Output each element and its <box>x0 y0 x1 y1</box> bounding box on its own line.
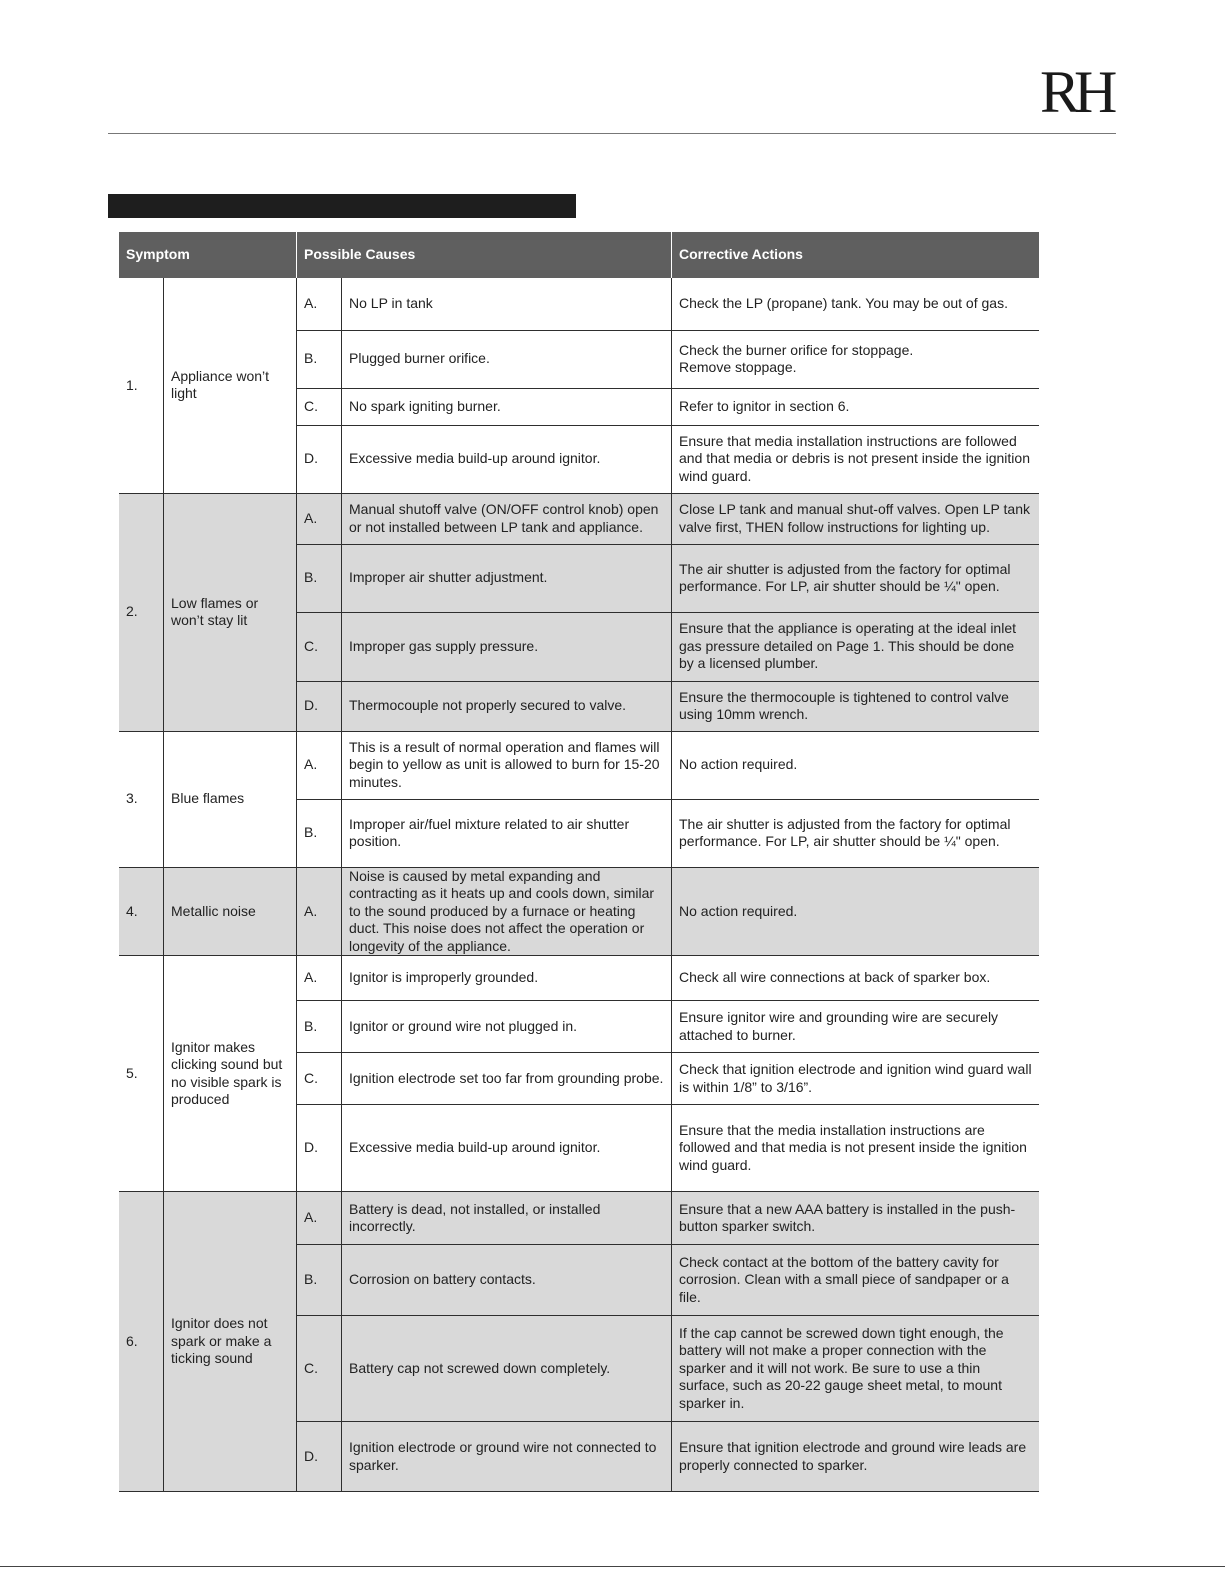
symptom-number: 6. <box>119 1192 164 1492</box>
symptom-header: Symptom <box>119 232 297 278</box>
possible-cause: Plugged burner orifice. <box>342 330 672 388</box>
possible-cause: Corrosion on battery contacts. <box>342 1245 672 1316</box>
symptom-number: 2. <box>119 493 164 731</box>
table-row <box>119 493 1039 544</box>
corrective-action: Check that ignition electrode and ignition wind guard wall is within 1/8” to 3/16”. <box>672 1053 1040 1105</box>
corrective-action: Ensure that the appliance is operating at the ideal inlet gas pressure detailed on Page 1. This should be done by a licensed plumber. <box>672 612 1040 681</box>
possible-cause: Excessive media build-up around ignitor. <box>342 425 672 493</box>
cause-letter: C. <box>297 388 342 425</box>
cause-letter: B. <box>297 330 342 388</box>
possible-cause: This is a result of normal operation and flames will begin to yellow as unit is allowed to burn for 15-20 minutes. <box>342 731 672 799</box>
possible-cause: Ignition electrode set too far from grounding probe. <box>342 1053 672 1105</box>
cause-letter: D. <box>297 425 342 493</box>
symptom-number: 3. <box>119 731 164 867</box>
cause-letter: D. <box>297 681 342 731</box>
corrective-action: Ensure that a new AAA battery is installed in the push-button sparker switch. <box>672 1192 1040 1245</box>
possible-cause: No spark igniting burner. <box>342 388 672 425</box>
corrective-action: Close LP tank and manual shut-off valves. Open LP tank valve first, THEN follow instructions for lighting up. <box>672 493 1040 544</box>
section-title-bar <box>108 194 576 218</box>
possible-cause: Noise is caused by metal expanding and contracting as it heats up and cools down, similar to the sound produced by a furnace or heating duct. This noise does not affect the operation or longevity of the appliance. <box>342 867 672 956</box>
corrective-action: The air shutter is adjusted from the factory for optimal performance. For LP, air shutter should be ¼" open. <box>672 799 1040 867</box>
possible-cause: Improper air/fuel mixture related to air shutter position. <box>342 799 672 867</box>
cause-letter: A. <box>297 731 342 799</box>
corrective-action: Ensure that the media installation instructions are followed and that media is not present inside the ignition wind guard. <box>672 1105 1040 1192</box>
corrective-action: Check all wire connections at back of sparker box. <box>672 956 1040 1001</box>
cause-letter: B. <box>297 799 342 867</box>
cause-letter: B. <box>297 1245 342 1316</box>
symptom-number: 4. <box>119 867 164 956</box>
possible-cause: Improper air shutter adjustment. <box>342 544 672 612</box>
corrective-action: Ensure the thermocouple is tightened to control valve using 10mm wrench. <box>672 681 1040 731</box>
symptom-text: Ignitor does not spark or make a ticking sound <box>164 1192 297 1492</box>
header-divider <box>108 133 1116 134</box>
possible-cause: Manual shutoff valve (ON/OFF control knob) open or not installed between LP tank and appliance. <box>342 493 672 544</box>
cause-letter: D. <box>297 1422 342 1492</box>
possible-cause: Battery is dead, not installed, or installed incorrectly. <box>342 1192 672 1245</box>
symptom-text: Blue flames <box>164 731 297 867</box>
troubleshooting-table <box>119 232 1039 1492</box>
cause-letter: A. <box>297 278 342 330</box>
cause-letter: C. <box>297 1053 342 1105</box>
corrective-action: No action required. <box>672 867 1040 956</box>
symptom-text: Ignitor makes clicking sound but no visible spark is produced <box>164 956 297 1192</box>
possible-cause: Battery cap not screwed down completely. <box>342 1316 672 1422</box>
cause-letter: D. <box>297 1105 342 1192</box>
corrective-action: Check contact at the bottom of the battery cavity for corrosion. Clean with a small piece of sandpaper or a file. <box>672 1245 1040 1316</box>
table-row <box>119 1192 1039 1245</box>
symptom-text: Metallic noise <box>164 867 297 956</box>
corrective-action: If the cap cannot be screwed down tight enough, the battery will not make a proper connection with the sparker and it will not work. Be sure to use a thin surface, such as 20-22 gauge sheet metal, to mount sparker in. <box>672 1316 1040 1422</box>
table-row <box>119 956 1039 1001</box>
possible-cause: Ignitor or ground wire not plugged in. <box>342 1001 672 1053</box>
possible-cause: No LP in tank <box>342 278 672 330</box>
possible-cause: Ignitor is improperly grounded. <box>342 956 672 1001</box>
symptom-number: 1. <box>119 278 164 493</box>
corrective-action: Ensure ignitor wire and grounding wire are securely attached to burner. <box>672 1001 1040 1053</box>
footer-divider <box>0 1566 1225 1567</box>
corrective-action: No action required. <box>672 731 1040 799</box>
cause-letter: C. <box>297 1316 342 1422</box>
table-row <box>119 731 1039 799</box>
corrective-action: Ensure that media installation instructions are followed and that media or debris is not present inside the ignition wind guard. <box>672 425 1040 493</box>
table-row <box>119 278 1039 330</box>
cause-letter: A. <box>297 493 342 544</box>
cause-letter: B. <box>297 544 342 612</box>
symptom-number: 5. <box>119 956 164 1192</box>
corrective-action: Ensure that ignition electrode and ground wire leads are properly connected to sparker. <box>672 1422 1040 1492</box>
corrective-action: Refer to ignitor in section 6. <box>672 388 1040 425</box>
causes-header: Possible Causes <box>297 232 672 278</box>
corrective-action: Check the burner orifice for stoppage. Remove stoppage. <box>672 330 1040 388</box>
cause-letter: A. <box>297 956 342 1001</box>
table-body <box>119 278 1039 1492</box>
corrective-action: The air shutter is adjusted from the factory for optimal performance. For LP, air shutter should be ¼" open. <box>672 544 1040 612</box>
symptom-text: Appliance won’t light <box>164 278 297 493</box>
cause-letter: C. <box>297 612 342 681</box>
cause-letter: A. <box>297 867 342 956</box>
cause-letter: B. <box>297 1001 342 1053</box>
possible-cause: Excessive media build-up around ignitor. <box>342 1105 672 1192</box>
actions-header: Corrective Actions <box>672 232 1040 278</box>
table-row <box>119 867 1039 956</box>
possible-cause: Ignition electrode or ground wire not connected to sparker. <box>342 1422 672 1492</box>
corrective-action: Check the LP (propane) tank. You may be out of gas. <box>672 278 1040 330</box>
possible-cause: Improper gas supply pressure. <box>342 612 672 681</box>
rh-logo: RH <box>1040 59 1112 125</box>
table-header-row <box>119 232 1039 278</box>
cause-letter: A. <box>297 1192 342 1245</box>
symptom-text: Low flames or won’t stay lit <box>164 493 297 731</box>
possible-cause: Thermocouple not properly secured to valve. <box>342 681 672 731</box>
